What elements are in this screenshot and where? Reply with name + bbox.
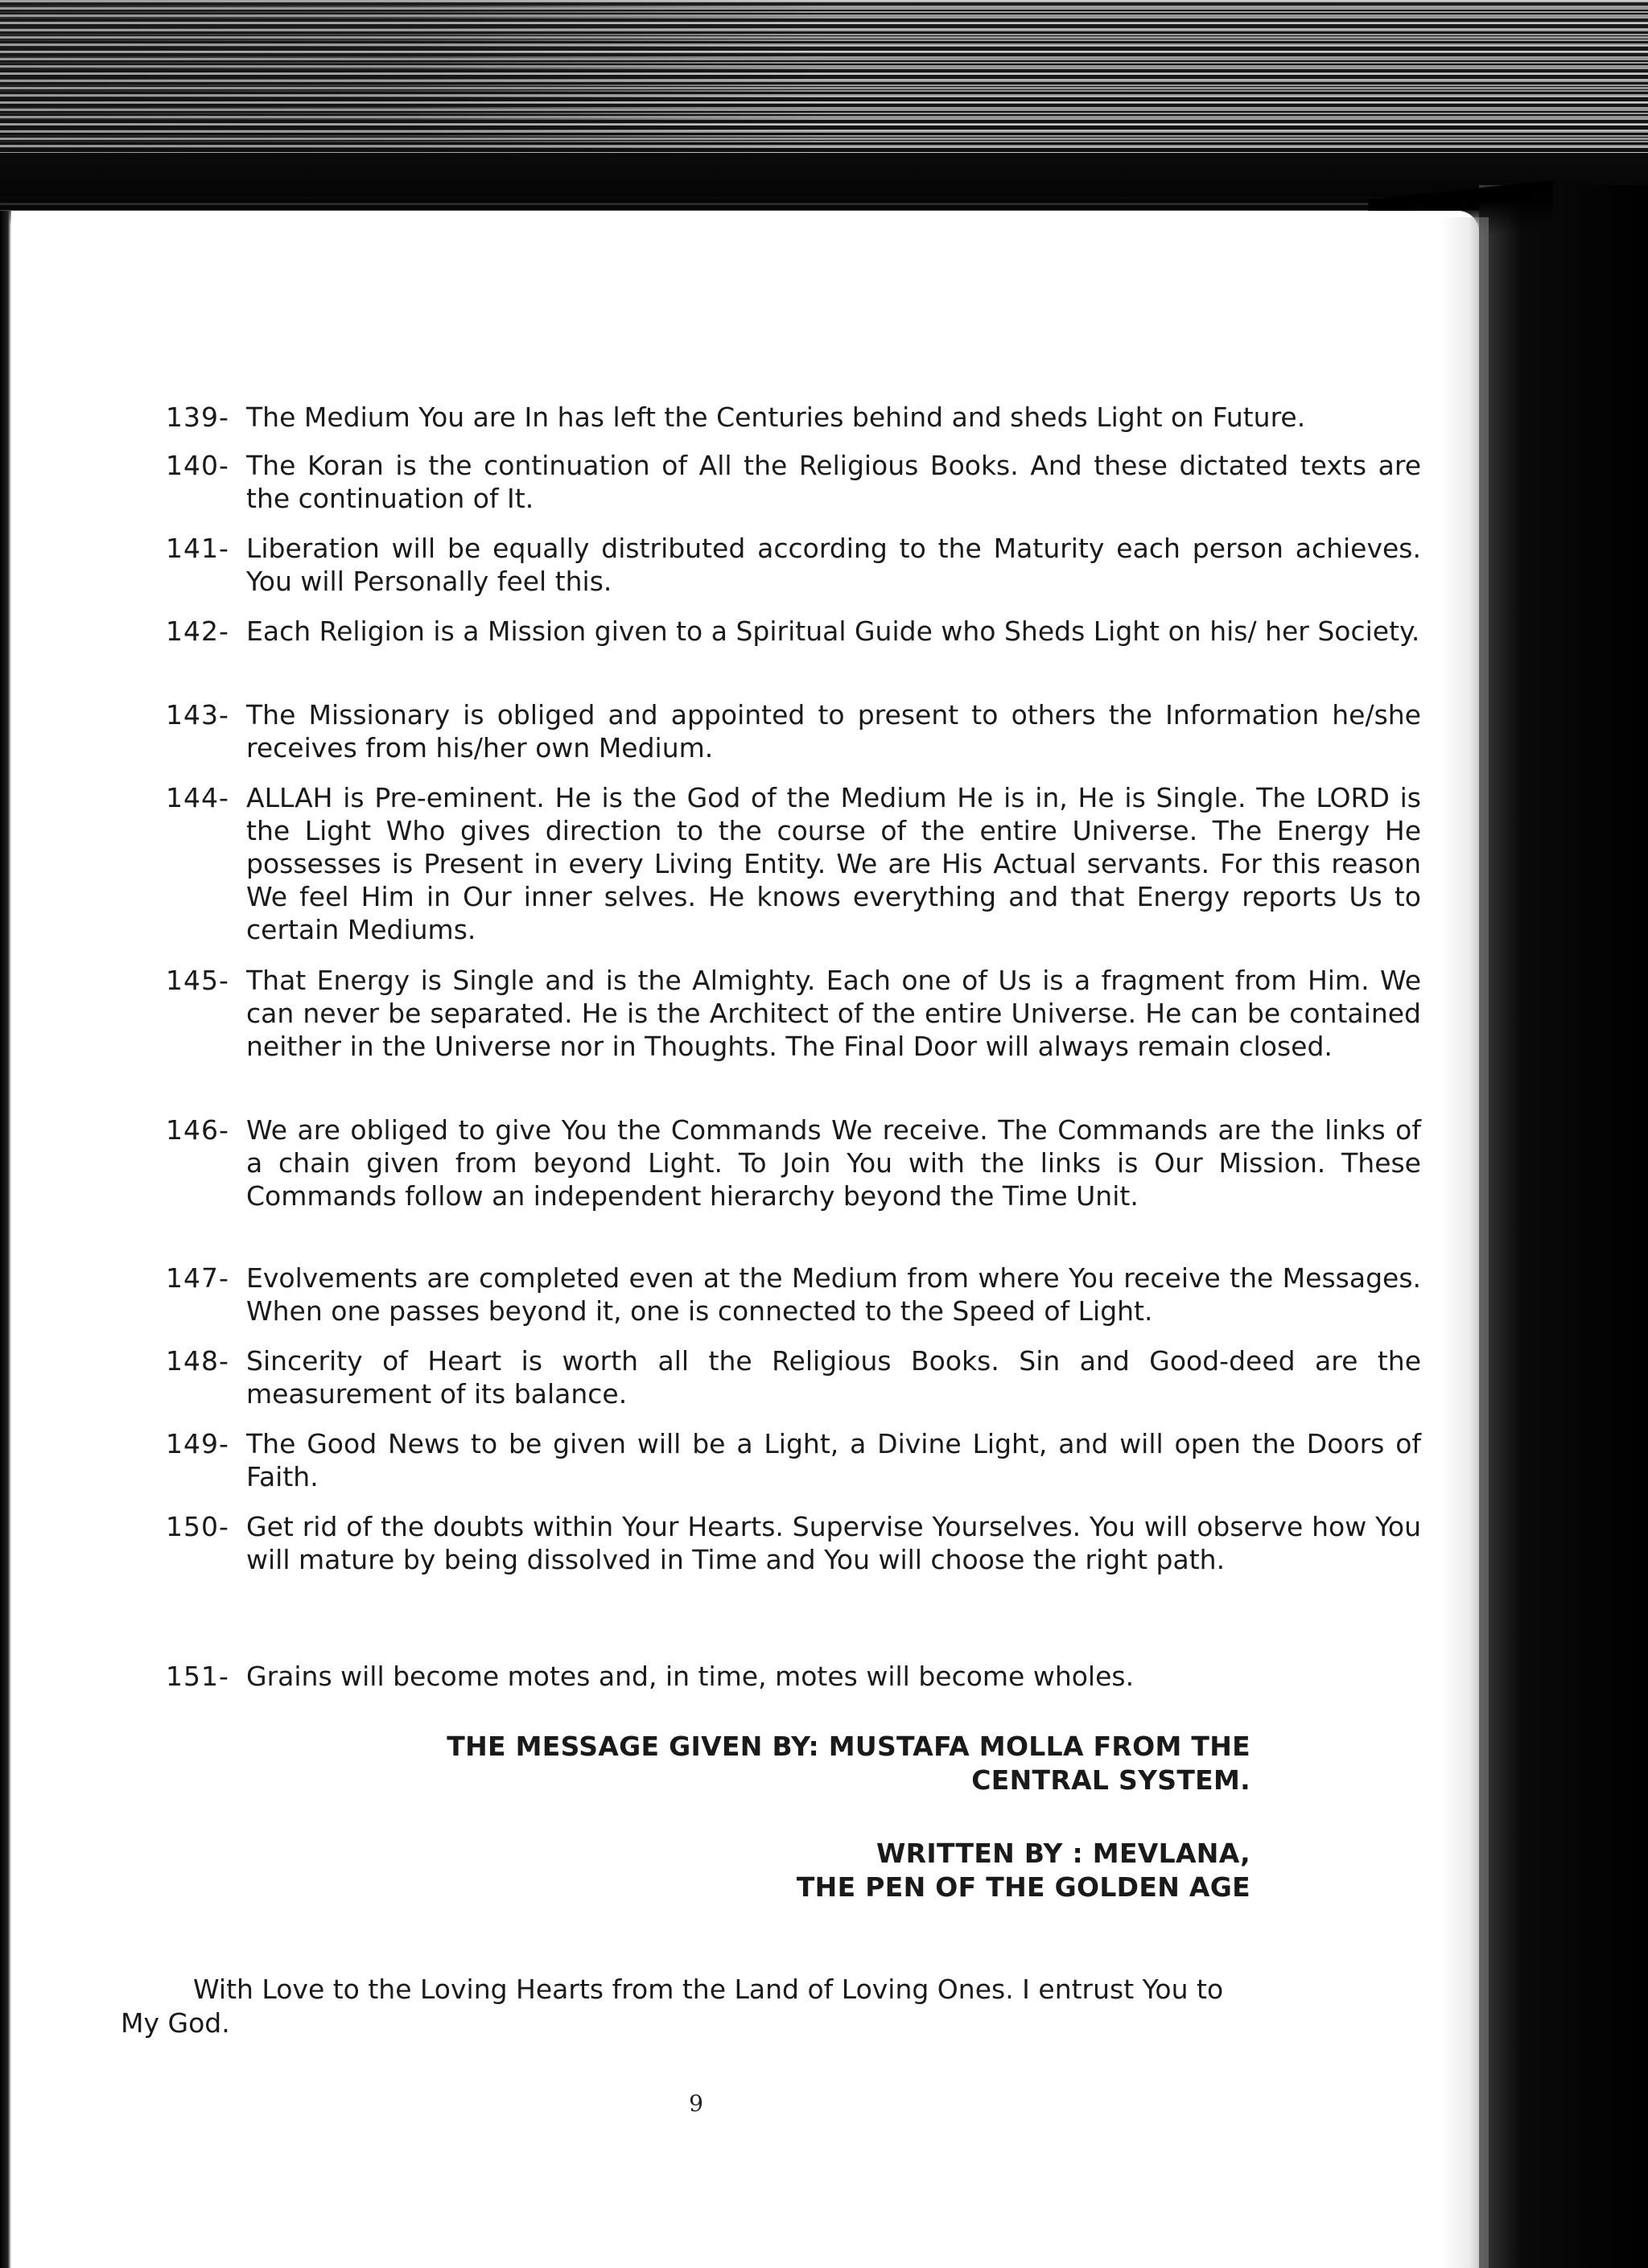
list-item	[166, 1427, 1421, 1493]
list-item	[166, 698, 1421, 764]
item-text: Each Religion is a Mission given to a Spiritual Guide who Sheds Light on his/ her Society.	[246, 615, 1420, 647]
item-text: Liberation will be equally distributed according to the Maturity each person achieves. You will Personally feel this.	[246, 533, 1421, 597]
list-item	[166, 615, 1421, 648]
item-text: Get rid of the doubts within Your Hearts. Supervise Yourselves. You will observe how You will mature by being dissolved in Time and You will choose the right path.	[246, 1511, 1421, 1575]
list-item	[166, 1660, 1421, 1693]
item-text: The Koran is the continuation of All the Religious Books. And these dictated texts are the continuation of It.	[246, 450, 1421, 514]
item-number: 151-	[166, 1661, 229, 1692]
item-text: The Good News to be given will be a Light, a Divine Light, and will open the Doors of Faith.	[246, 1428, 1421, 1492]
list-item	[166, 1113, 1421, 1212]
item-number: 147-	[166, 1262, 229, 1294]
item-number: 142-	[166, 615, 229, 647]
author-attribution	[285, 1837, 1250, 1904]
list-item	[166, 781, 1421, 946]
item-number: 144-	[166, 782, 229, 813]
item-number: 150-	[166, 1511, 229, 1542]
item-text: The Missionary is obliged and appointed to present to others the Information he/she receives from his/her own Medium.	[246, 699, 1421, 764]
list-item	[166, 532, 1421, 598]
list-item	[166, 1510, 1421, 1576]
item-number: 148-	[166, 1345, 229, 1377]
author-attribution-line: THE PEN OF THE GOLDEN AGE	[796, 1871, 1250, 1903]
list-item	[166, 449, 1421, 515]
list-item	[166, 401, 1421, 434]
message-attribution-line: THE MESSAGE GIVEN BY: MUSTAFA MOLLA FROM THE	[447, 1731, 1250, 1762]
item-text: We are obliged to give You the Commands We receive. The Commands are the links of a chain given from beyond Light. To Join You with the links is Our Mission. These Commands follow an independent hierarchy beyond the Time Unit.	[246, 1114, 1421, 1212]
message-attribution-line: CENTRAL SYSTEM.	[971, 1764, 1250, 1796]
list-item	[166, 1262, 1421, 1327]
item-text: That Energy is Single and is the Almighty. Each one of Us is a fragment from Him. We can never be separated. He is the Architect of the entire Universe. He can be contained neither in the Universe nor in Thoughts. The Final Door will always remain closed.	[246, 965, 1421, 1062]
item-text: Evolvements are completed even at the Medium from where You receive the Messages. When one passes beyond it, one is connected to the Speed of Light.	[246, 1262, 1421, 1327]
item-number: 149-	[166, 1428, 229, 1459]
item-number: 143-	[166, 699, 229, 731]
item-text: The Medium You are In has left the Centuries behind and sheds Light on Future.	[246, 401, 1306, 433]
item-text: ALLAH is Pre-eminent. He is the God of the Medium He is in, He is Single. The LORD is the Light Who gives direction to the course of the entire Universe. The Energy He possesses is Present in every Living Entity. We are His Actual servants. For this reason We feel Him in Our inner selves. He knows everything and that Energy reports Us to certain Mediums.	[246, 782, 1421, 945]
item-number: 141-	[166, 533, 229, 564]
message-attribution	[285, 1730, 1250, 1797]
item-text: Sincerity of Heart is worth all the Religious Books. Sin and Good-deed are the measurement of its balance.	[246, 1345, 1421, 1410]
list-item	[166, 1344, 1421, 1410]
author-attribution-line: WRITTEN BY : MEVLANA,	[876, 1838, 1250, 1869]
closing-paragraph	[121, 1973, 1255, 2040]
closing-text: With Love to the Loving Hearts from the Land of Loving Ones. I entrust You to My God.	[121, 1974, 1224, 2039]
item-number: 145-	[166, 965, 229, 996]
list-item	[166, 964, 1421, 1063]
item-number: 139-	[166, 401, 229, 433]
item-number: 140-	[166, 450, 229, 481]
item-text: Grains will become motes and, in time, motes will become wholes.	[246, 1661, 1135, 1692]
page-number: 9	[689, 2090, 703, 2117]
item-number: 146-	[166, 1114, 229, 1146]
